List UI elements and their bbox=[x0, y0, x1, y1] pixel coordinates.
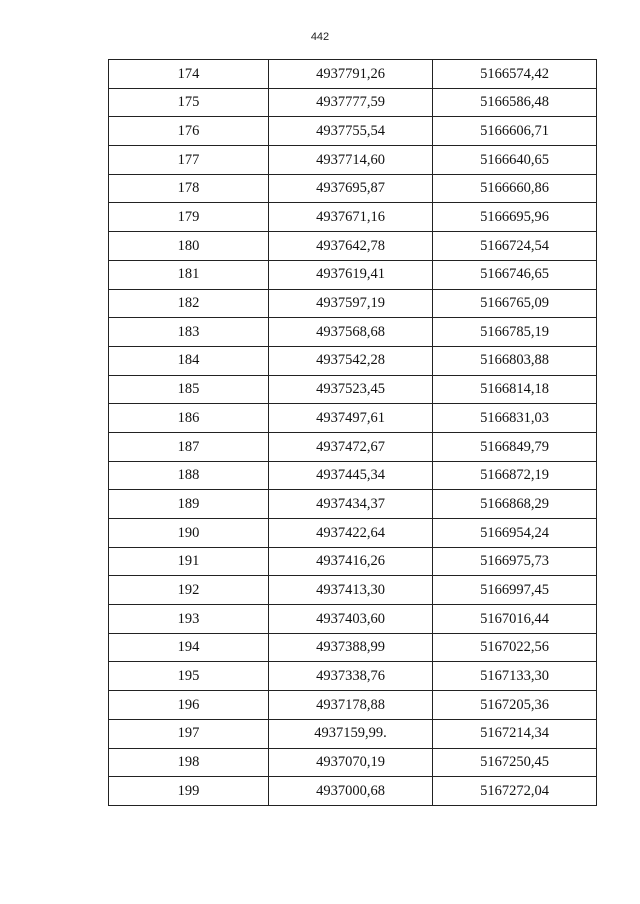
x-coordinate-cell: 4937777,59 bbox=[269, 88, 433, 117]
table-row bbox=[109, 605, 597, 634]
x-coordinate-cell: 4937542,28 bbox=[269, 346, 433, 375]
table-row bbox=[109, 719, 597, 748]
table-row bbox=[109, 461, 597, 490]
x-coordinate-cell: 4937434,37 bbox=[269, 490, 433, 519]
table-row bbox=[109, 432, 597, 461]
point-number-cell: 198 bbox=[109, 748, 269, 777]
x-coordinate-cell: 4937388,99 bbox=[269, 633, 433, 662]
point-number-cell: 180 bbox=[109, 232, 269, 261]
point-number-cell: 195 bbox=[109, 662, 269, 691]
x-coordinate-cell: 4937619,41 bbox=[269, 260, 433, 289]
table-row bbox=[109, 117, 597, 146]
y-coordinate-cell: 5166765,09 bbox=[433, 289, 597, 318]
x-coordinate-cell: 4937416,26 bbox=[269, 547, 433, 576]
point-number-cell: 199 bbox=[109, 777, 269, 806]
x-coordinate-cell: 4937445,34 bbox=[269, 461, 433, 490]
coordinates-table-body bbox=[109, 60, 597, 806]
table-row bbox=[109, 232, 597, 261]
point-number-cell: 185 bbox=[109, 375, 269, 404]
point-number-cell: 177 bbox=[109, 146, 269, 175]
point-number-cell: 189 bbox=[109, 490, 269, 519]
point-number-cell: 196 bbox=[109, 691, 269, 720]
point-number-cell: 175 bbox=[109, 88, 269, 117]
y-coordinate-cell: 5166997,45 bbox=[433, 576, 597, 605]
x-coordinate-cell: 4937178,88 bbox=[269, 691, 433, 720]
point-number-cell: 176 bbox=[109, 117, 269, 146]
point-number-cell: 179 bbox=[109, 203, 269, 232]
y-coordinate-cell: 5166574,42 bbox=[433, 60, 597, 89]
point-number-cell: 194 bbox=[109, 633, 269, 662]
point-number-cell: 186 bbox=[109, 404, 269, 433]
y-coordinate-cell: 5166849,79 bbox=[433, 432, 597, 461]
table-row bbox=[109, 748, 597, 777]
point-number-cell: 188 bbox=[109, 461, 269, 490]
x-coordinate-cell: 4937403,60 bbox=[269, 605, 433, 634]
y-coordinate-cell: 5166785,19 bbox=[433, 318, 597, 347]
y-coordinate-cell: 5166868,29 bbox=[433, 490, 597, 519]
y-coordinate-cell: 5166660,86 bbox=[433, 174, 597, 203]
point-number-cell: 182 bbox=[109, 289, 269, 318]
y-coordinate-cell: 5167133,30 bbox=[433, 662, 597, 691]
y-coordinate-cell: 5166975,73 bbox=[433, 547, 597, 576]
point-number-cell: 190 bbox=[109, 519, 269, 548]
y-coordinate-cell: 5166814,18 bbox=[433, 375, 597, 404]
y-coordinate-cell: 5166586,48 bbox=[433, 88, 597, 117]
x-coordinate-cell: 4937338,76 bbox=[269, 662, 433, 691]
table-row bbox=[109, 260, 597, 289]
y-coordinate-cell: 5166746,65 bbox=[433, 260, 597, 289]
point-number-cell: 187 bbox=[109, 432, 269, 461]
x-coordinate-cell: 4937695,87 bbox=[269, 174, 433, 203]
point-number-cell: 191 bbox=[109, 547, 269, 576]
point-number-cell: 178 bbox=[109, 174, 269, 203]
page-number: 442 bbox=[310, 31, 330, 43]
y-coordinate-cell: 5166695,96 bbox=[433, 203, 597, 232]
table-row bbox=[109, 346, 597, 375]
y-coordinate-cell: 5167214,34 bbox=[433, 719, 597, 748]
table-row bbox=[109, 519, 597, 548]
table-row bbox=[109, 289, 597, 318]
x-coordinate-cell: 4937070,19 bbox=[269, 748, 433, 777]
coordinates-table bbox=[108, 59, 597, 806]
y-coordinate-cell: 5166724,54 bbox=[433, 232, 597, 261]
x-coordinate-cell: 4937791,26 bbox=[269, 60, 433, 89]
point-number-cell: 192 bbox=[109, 576, 269, 605]
point-number-cell: 184 bbox=[109, 346, 269, 375]
point-number-cell: 183 bbox=[109, 318, 269, 347]
x-coordinate-cell: 4937422,64 bbox=[269, 519, 433, 548]
table-row bbox=[109, 88, 597, 117]
y-coordinate-cell: 5166606,71 bbox=[433, 117, 597, 146]
x-coordinate-cell: 4937413,30 bbox=[269, 576, 433, 605]
y-coordinate-cell: 5166872,19 bbox=[433, 461, 597, 490]
y-coordinate-cell: 5166640,65 bbox=[433, 146, 597, 175]
y-coordinate-cell: 5167022,56 bbox=[433, 633, 597, 662]
x-coordinate-cell: 4937497,61 bbox=[269, 404, 433, 433]
table-row bbox=[109, 633, 597, 662]
y-coordinate-cell: 5167272,04 bbox=[433, 777, 597, 806]
y-coordinate-cell: 5167250,45 bbox=[433, 748, 597, 777]
table-row bbox=[109, 777, 597, 806]
y-coordinate-cell: 5166954,24 bbox=[433, 519, 597, 548]
table-row bbox=[109, 490, 597, 519]
table-row bbox=[109, 404, 597, 433]
point-number-cell: 193 bbox=[109, 605, 269, 634]
x-coordinate-cell: 4937159,99. bbox=[269, 719, 433, 748]
x-coordinate-cell: 4937755,54 bbox=[269, 117, 433, 146]
point-number-cell: 174 bbox=[109, 60, 269, 89]
table-row bbox=[109, 174, 597, 203]
table-row bbox=[109, 662, 597, 691]
table-row bbox=[109, 691, 597, 720]
x-coordinate-cell: 4937642,78 bbox=[269, 232, 433, 261]
table-row bbox=[109, 60, 597, 89]
y-coordinate-cell: 5167016,44 bbox=[433, 605, 597, 634]
x-coordinate-cell: 4937714,60 bbox=[269, 146, 433, 175]
table-row bbox=[109, 547, 597, 576]
table-row bbox=[109, 576, 597, 605]
x-coordinate-cell: 4937597,19 bbox=[269, 289, 433, 318]
table-row bbox=[109, 318, 597, 347]
table-row bbox=[109, 203, 597, 232]
y-coordinate-cell: 5166831,03 bbox=[433, 404, 597, 433]
y-coordinate-cell: 5166803,88 bbox=[433, 346, 597, 375]
x-coordinate-cell: 4937523,45 bbox=[269, 375, 433, 404]
table-row bbox=[109, 146, 597, 175]
x-coordinate-cell: 4937568,68 bbox=[269, 318, 433, 347]
x-coordinate-cell: 4937671,16 bbox=[269, 203, 433, 232]
table-row bbox=[109, 375, 597, 404]
point-number-cell: 197 bbox=[109, 719, 269, 748]
point-number-cell: 181 bbox=[109, 260, 269, 289]
y-coordinate-cell: 5167205,36 bbox=[433, 691, 597, 720]
x-coordinate-cell: 4937000,68 bbox=[269, 777, 433, 806]
x-coordinate-cell: 4937472,67 bbox=[269, 432, 433, 461]
